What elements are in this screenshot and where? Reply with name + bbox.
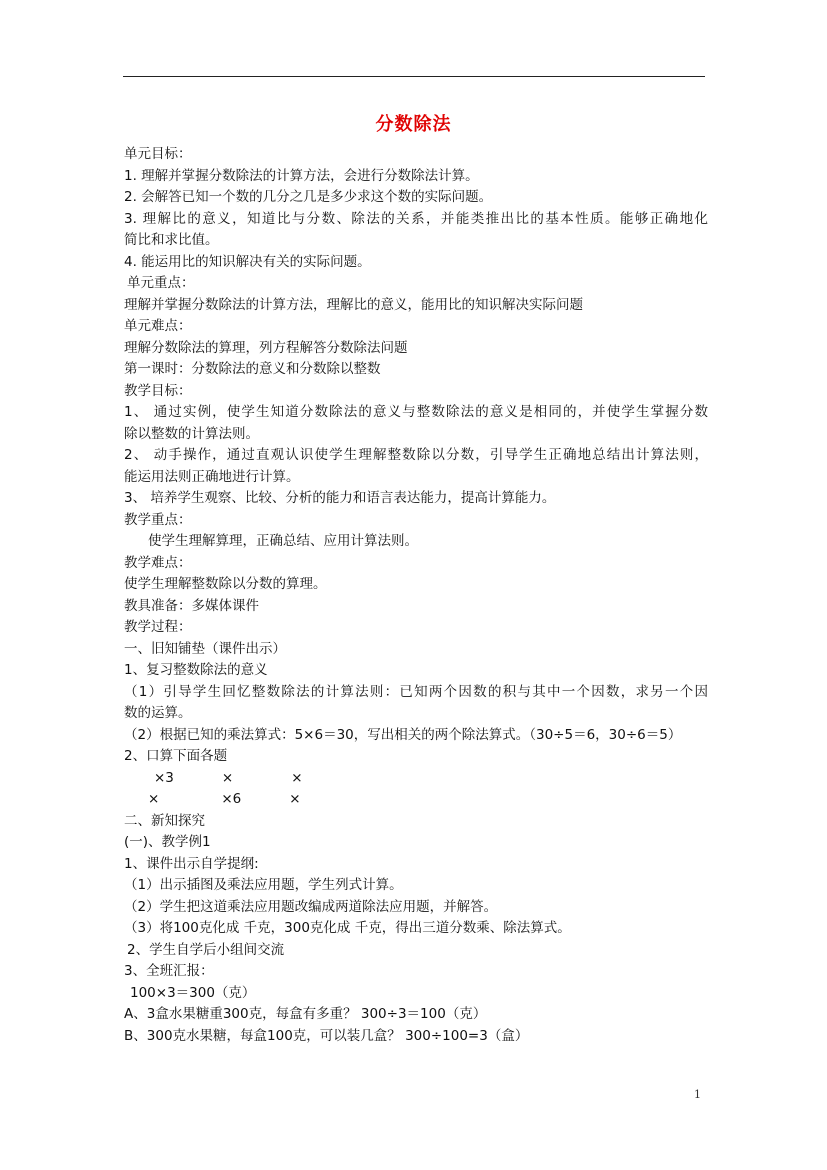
oral-item: × [289, 791, 301, 807]
oral-item: × [291, 769, 303, 786]
text-line: 3. 理解比的意义，知道比与分数、除法的关系，并能类推出比的基本性质。能够正确地化 [124, 210, 708, 227]
oral-item: ×6 [221, 791, 242, 807]
header-rule [123, 76, 705, 77]
text-line: （2）根据已知的乘法算式：5×6＝30，写出相关的两个除法算式。（30÷5＝6，30÷6＝5） [124, 726, 682, 743]
text-line: 3、全班汇报： [124, 963, 214, 979]
text-line: 理解并掌握分数除法的计算方法，理解比的意义，能用比的知识解决实际问题 [124, 296, 583, 313]
text-line: 1、课件出示自学提纲: [124, 855, 259, 872]
text-line: 能运用法则正确地进行计算。 [124, 468, 300, 485]
text-line: 教学难点： [124, 554, 192, 571]
text-line: 单元难点： [124, 318, 192, 334]
text-line: 单元重点： [127, 275, 195, 291]
oral-item: ×3 [154, 769, 174, 786]
text-line: 使学生理解算理，正确总结、应用计算法则。 [148, 533, 418, 549]
text-line: 2、学生自学后小组间交流 [127, 941, 285, 958]
text-line: 4. 能运用比的知识解决有关的实际问题。 [124, 253, 371, 270]
oral-row-2 [124, 789, 708, 811]
text-line: 除以整数的计算法则。 [124, 425, 259, 442]
text-line: (一)、教学例1 [124, 834, 211, 850]
text-line: 一、旧知铺垫（课件出示） [124, 640, 286, 657]
text-line: 第一课时：分数除法的意义和分数除以整数 [124, 361, 381, 377]
text-line: 1. 理解并掌握分数除法的计算方法，会进行分数除法计算。 [124, 167, 479, 184]
document-body [124, 144, 708, 1047]
oral-row-1 [124, 768, 708, 790]
text-line: 100×3＝300（克） [130, 984, 256, 1001]
page-title: 分数除法 [375, 114, 452, 135]
text-line: （1）引导学生回忆整数除法的计算法则：已知两个因数的积与其中一个因数，求另一个因 [124, 683, 708, 700]
text-line: （1）出示插图及乘法应用题，学生列式计算。 [124, 877, 403, 893]
text-line: A、3盒水果糖重300克，每盒有多重？ 300÷3＝100（克） [124, 1006, 487, 1022]
text-line: 2. 会解答已知一个数的几分之几是多少求这个数的实际问题。 [124, 189, 493, 205]
text-line: 2、口算下面各题 [124, 748, 228, 764]
text-line: 教具准备：多媒体课件 [124, 597, 259, 614]
text-line: 简比和求比值。 [124, 232, 219, 248]
text-line: B、300克水果糖，每盒100克，可以装几盒？ 300÷100=3（盒） [124, 1027, 529, 1044]
oral-item: × [221, 769, 234, 786]
page-number: 1 [694, 1088, 701, 1101]
text-line: （2）学生把这道乘法应用题改编成两道除法应用题，并解答。 [124, 898, 498, 915]
text-line: 数的运算。 [124, 705, 192, 721]
text-line: 二、新知探究 [124, 812, 205, 829]
text-line: 教学重点： [124, 511, 192, 528]
text-line: 1、 通过实例，使学生知道分数除法的意义与整数除法的意义是相同的，并使学生掌握分数 [124, 404, 708, 420]
text-line: 理解分数除法的算理，列方程解答分数除法问题 [124, 339, 408, 356]
text-line: 2、 动手操作，通过直观认识使学生理解整数除以分数，引导学生正确地总结出计算法则， [124, 447, 708, 463]
text-line: 教学目标： [124, 382, 192, 399]
text-line: 单元目标： [124, 146, 192, 162]
text-line: （3）将100克化成 千克，300克化成 千克，得出三道分数乘、除法算式。 [124, 920, 571, 936]
text-line: 3、 培养学生观察、比较、分析的能力和语言表达能力，提高计算能力。 [124, 490, 556, 506]
oral-item: × [148, 791, 160, 807]
text-line: 使学生理解整数除以分数的算理。 [124, 576, 327, 592]
text-line: 1、复习整数除法的意义 [124, 662, 268, 678]
text-line: 教学过程： [124, 619, 192, 635]
